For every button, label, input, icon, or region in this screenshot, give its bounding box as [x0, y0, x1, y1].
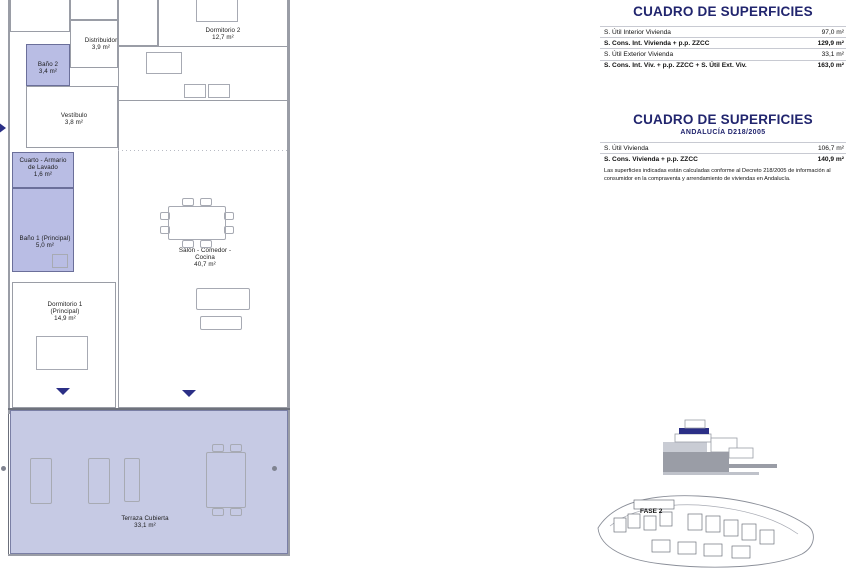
chair-icon — [230, 444, 242, 452]
surfaces-andalucia-title: CUADRO DE SUPERFICIES — [633, 112, 813, 127]
label-vestibulo: Vestíbulo 3,8 m² — [60, 112, 88, 126]
site-map — [592, 492, 822, 570]
chair-icon — [182, 198, 194, 206]
view-marker-icon — [182, 390, 196, 397]
dining-table-icon — [168, 206, 226, 240]
surfaces-table-main — [600, 4, 846, 71]
building-highlight-floor — [679, 428, 709, 434]
building-wing-far-right — [729, 448, 753, 458]
surfaces-row-label: S. Cons. Int. Vivienda + p.p. ZZCC — [604, 39, 710, 47]
entry-arrow-icon — [0, 122, 6, 134]
surfaces-row-value: 140,9 m² — [817, 155, 844, 163]
sofa-icon — [196, 288, 250, 310]
building-ground — [663, 472, 759, 475]
chair-icon — [224, 212, 234, 220]
bed-icon — [196, 0, 238, 22]
surfaces-row-label: S. Cons. Int. Viv. + p.p. ZZCC + S. Útil Ext. Viv. — [604, 62, 747, 70]
coffee-table-icon — [200, 316, 242, 330]
surfaces-row — [600, 60, 846, 71]
building-base — [663, 452, 729, 472]
chair-icon — [160, 226, 170, 234]
column-marker-icon — [272, 466, 277, 471]
surfaces-row-label: S. Útil Exterior Vivienda — [604, 50, 674, 58]
lounger-icon — [124, 458, 140, 502]
wall-left — [8, 0, 10, 414]
surfaces-legal-note: Las superficies indicadas están calculadas conforme al Decreto 218/2005 de información al consumidor en la compraventa y arrendamiento de viviendas en Andalucía. — [604, 168, 831, 183]
surfaces-row — [600, 153, 846, 164]
surfaces-row-label: S. Útil Interior Vivienda — [604, 28, 671, 36]
building-terrain — [729, 464, 777, 468]
surfaces-row — [600, 37, 846, 48]
label-dormitorio-1: Dormitorio 1 (Principal) 14,9 m² — [47, 301, 83, 322]
label-distribuidor: Distribuidor 3,9 m² — [84, 37, 118, 51]
lounger-icon — [88, 458, 110, 504]
chair-icon — [212, 444, 224, 452]
label-dormitorio-2: Dormitorio 2 12,7 m² — [205, 27, 241, 41]
surfaces-row — [600, 142, 846, 153]
wall-bottom — [8, 554, 290, 556]
building-elevation-thumbnail — [655, 408, 785, 480]
surfaces-row-value: 97,0 m² — [821, 28, 844, 36]
floor-plan — [0, 0, 300, 572]
surfaces-table-andalucia — [600, 112, 846, 184]
phase-label: FASE 2 — [640, 508, 663, 515]
chair-icon — [160, 212, 170, 220]
label-bano-1: Baño 1 (Principal) 5,0 m² — [19, 235, 71, 249]
surfaces-andalucia-subtitle: ANDALUCÍA D218/2005 — [680, 129, 766, 136]
toilet-icon — [52, 254, 68, 268]
building-block-mid — [663, 442, 707, 452]
lounger-icon — [30, 458, 52, 504]
surfaces-row-value: 129,9 m² — [817, 39, 844, 47]
chair-icon — [200, 240, 212, 248]
view-marker-icon — [56, 388, 70, 395]
label-bano-2: Baño 2 3,4 m² — [37, 61, 59, 75]
chair-icon — [212, 508, 224, 516]
label-terraza: Terraza Cubierta 33,1 m² — [121, 515, 169, 529]
sink-icon — [208, 84, 230, 98]
wall-right — [288, 0, 290, 556]
surfaces-row-value: 106,7 m² — [817, 144, 844, 152]
label-salon: Salón - Comedor - Cocina 40,7 m² — [178, 247, 232, 268]
surfaces-row — [600, 48, 846, 59]
room-upper-left-2 — [70, 0, 118, 20]
column-marker-icon — [1, 466, 6, 471]
chair-icon — [182, 240, 194, 248]
chair-icon — [230, 508, 242, 516]
surfaces-title: CUADRO DE SUPERFICIES — [633, 4, 813, 19]
hob-icon — [184, 84, 206, 98]
room-upper-left — [10, 0, 70, 32]
building-block-upper — [675, 434, 711, 442]
surfaces-row-label: S. Cons. Vivienda + p.p. ZZCC — [604, 155, 698, 163]
surfaces-row-value: 163,0 m² — [817, 62, 844, 70]
surfaces-row — [600, 26, 846, 37]
chair-icon — [200, 198, 212, 206]
label-cuarto-lavado: Cuarto - Armario de Lavado 1,6 m² — [19, 157, 67, 178]
bed-icon — [36, 336, 88, 370]
surfaces-row-value: 33,1 m² — [821, 50, 844, 58]
outdoor-table-icon — [206, 452, 246, 508]
chair-icon — [224, 226, 234, 234]
building-block-top — [685, 420, 705, 428]
guide-line — [118, 150, 288, 151]
counter-icon — [146, 52, 182, 74]
surfaces-row-label: S. Útil Vivienda — [604, 144, 649, 152]
